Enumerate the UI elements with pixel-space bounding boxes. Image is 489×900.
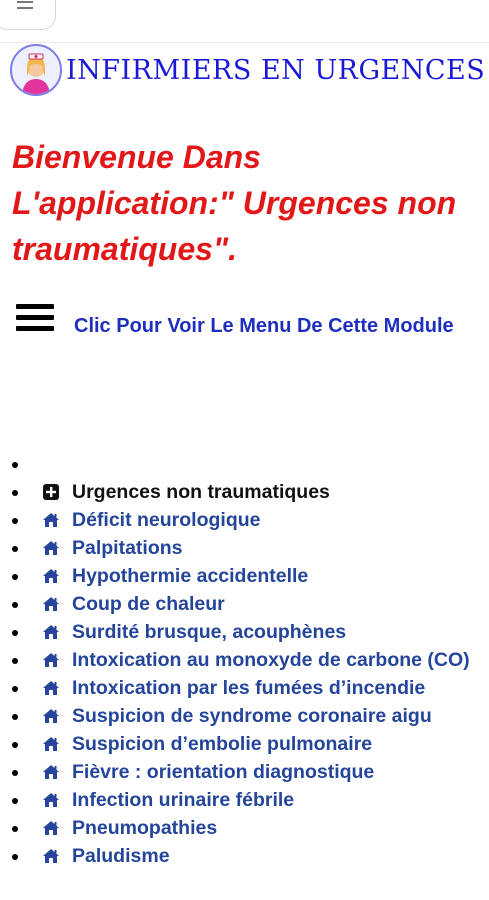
home-icon [42, 845, 60, 863]
list-item[interactable] [12, 842, 487, 870]
plus-square-icon [42, 481, 60, 499]
welcome-heading: Bienvenue Dans L'application:" Urgences non traumatiques". [12, 139, 457, 267]
home-icon [42, 789, 60, 807]
bullet [12, 714, 18, 720]
bullet [12, 826, 18, 832]
bullet [12, 770, 18, 776]
list-item-label: Suspicion d’embolie pulmonaire [72, 733, 373, 755]
list-item[interactable] [12, 534, 487, 562]
list-section-header[interactable] [12, 478, 487, 506]
bullet [12, 658, 18, 664]
home-icon [42, 761, 60, 779]
list-item[interactable] [12, 562, 487, 590]
bullet [12, 490, 18, 496]
bullet [12, 518, 18, 524]
list-item[interactable] [12, 590, 487, 618]
hamburger-icon [12, 302, 54, 334]
list-item-label: Coup de chaleur [72, 593, 225, 615]
home-icon [42, 733, 60, 751]
topic-list [12, 450, 487, 870]
brand-header [10, 44, 485, 96]
bullet [12, 574, 18, 580]
list-item[interactable] [12, 646, 487, 674]
list-item-label: Hypothermie accidentelle [72, 565, 309, 587]
list-item-label: Déficit neurologique [72, 509, 261, 531]
list-item-label: Intoxication par les fumées d’incendie [72, 677, 426, 699]
list-item-label: Paludisme [72, 845, 170, 867]
list-item[interactable] [12, 506, 487, 534]
home-icon [42, 621, 60, 639]
list-item[interactable] [12, 674, 487, 702]
home-icon [42, 593, 60, 611]
bullet [12, 602, 18, 608]
bullet [12, 462, 18, 468]
bullet [12, 686, 18, 692]
list-item-label: Suspicion de syndrome coronaire aigu [72, 705, 432, 727]
brand-title: INFIRMIERS EN URGENCES [66, 54, 486, 86]
list-item-label: Surdité brusque, acouphènes [72, 621, 347, 643]
bullet [12, 630, 18, 636]
list-item[interactable] [12, 702, 487, 730]
list-item[interactable] [12, 814, 487, 842]
nurse-avatar-icon [10, 44, 62, 96]
home-icon [42, 817, 60, 835]
list-item-label: Pneumopathies [72, 817, 218, 839]
top-menu-button[interactable] [0, 0, 56, 30]
bullet [12, 798, 18, 804]
list-item-label: Palpitations [72, 537, 183, 559]
bullet [12, 742, 18, 748]
module-menu-link[interactable] [12, 302, 472, 341]
list-item-label: Infection urinaire fébrile [72, 789, 295, 811]
list-item-label: Intoxication au monoxyde de carbone (CO) [72, 649, 470, 671]
bullet [12, 546, 18, 552]
list-item[interactable] [12, 758, 487, 786]
home-icon [42, 677, 60, 695]
list-item[interactable] [12, 730, 487, 758]
home-icon [42, 537, 60, 555]
list-section-label: Urgences non traumatiques [72, 481, 330, 503]
hamburger-icon [17, 1, 33, 13]
empty-list-item [12, 450, 487, 478]
home-icon [42, 509, 60, 527]
list-item-label: Fièvre : orientation diagnostique [72, 761, 375, 783]
home-icon [42, 565, 60, 583]
list-item[interactable] [12, 618, 487, 646]
module-menu-label: Clic Pour Voir Le Menu De Cette Module [74, 315, 454, 337]
home-icon [42, 705, 60, 723]
bullet [12, 854, 18, 860]
header-divider [0, 42, 489, 43]
home-icon [42, 649, 60, 667]
list-item[interactable] [12, 786, 487, 814]
